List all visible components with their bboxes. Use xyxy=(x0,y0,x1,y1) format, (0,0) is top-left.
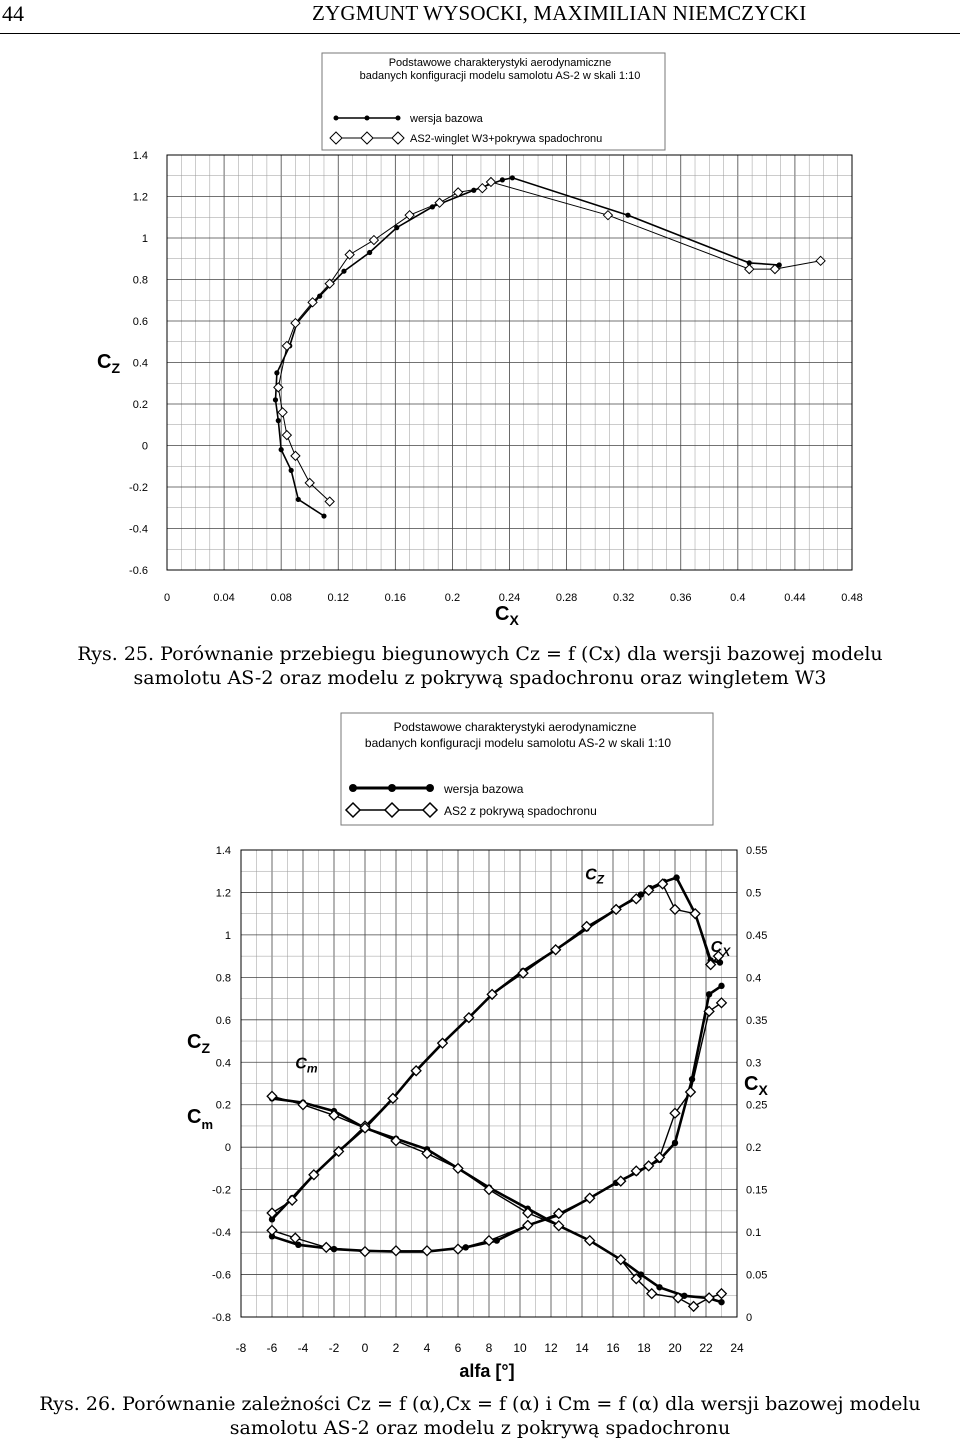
series-cm-parachute xyxy=(267,1091,726,1311)
x-tick-label: 0 xyxy=(163,592,171,604)
x-tick-label: -6 xyxy=(266,1341,278,1355)
y-tick-label: -0.4 xyxy=(129,523,148,536)
y-tick-label: -0.4 xyxy=(212,1227,231,1240)
data-point xyxy=(278,408,287,417)
data-point xyxy=(291,451,300,460)
y-tick-label: 0 xyxy=(141,440,148,453)
chart2-title: Podstawowe charakterystyki aerodynamiczne xyxy=(393,720,637,734)
data-point xyxy=(274,370,279,375)
series-line xyxy=(276,178,780,516)
x-tick-label: 0.4 xyxy=(730,592,746,604)
y-tick-label: 0.6 xyxy=(215,1014,231,1027)
x-tick-label: 18 xyxy=(637,1341,651,1355)
y-axis-label-cm-main: C xyxy=(187,1106,202,1128)
y-tick-label: 0.4 xyxy=(215,1057,231,1070)
y2-tick-label: 0 xyxy=(746,1312,753,1324)
x-tick-label: 10 xyxy=(513,1341,527,1355)
y-axis-label-main: C xyxy=(97,351,112,373)
legend-label-base: wersja bazowa xyxy=(410,113,483,125)
data-point xyxy=(321,513,326,518)
data-point xyxy=(745,265,754,274)
series-cz-parachute xyxy=(267,879,723,1218)
x-tick-label: 0.04 xyxy=(213,592,235,604)
y-axis-label-cm-sub: m xyxy=(201,1117,214,1132)
series-line xyxy=(272,986,722,1252)
data-point xyxy=(523,1220,533,1230)
x-tick-label: 0.12 xyxy=(327,592,349,604)
grid xyxy=(167,155,852,570)
x-tick-label: 20 xyxy=(668,1341,682,1355)
legend2-label-base: wersja bazowa xyxy=(444,782,524,796)
y-tick-label: 0.8 xyxy=(132,274,148,287)
data-point xyxy=(369,236,378,245)
series-line xyxy=(272,1003,722,1252)
data-point xyxy=(289,468,294,473)
data-point xyxy=(296,497,301,502)
x-axis-label-sub: X xyxy=(509,612,519,628)
y-tick-label: 0 xyxy=(224,1142,231,1155)
x-tick-label: 0.32 xyxy=(612,592,635,604)
x-tick-label: 6 xyxy=(454,1341,462,1355)
data-point xyxy=(656,1284,662,1290)
y-tick-label: -0.2 xyxy=(129,482,148,494)
y2-tick-label: 0.1 xyxy=(746,1227,762,1240)
y2-axis-label-cx-sub: X xyxy=(758,1082,768,1098)
figure2-caption-label: Rys. 26. xyxy=(39,1393,117,1415)
x-tick-label: -4 xyxy=(297,1341,309,1355)
page-number: 44 xyxy=(2,1,24,26)
figure1-caption-line2: samolotu AS-2 oraz modelu z pokrywą spadochronu oraz wingletem W3 xyxy=(133,667,827,689)
legend-label-winglet: AS2-winglet W3+pokrywa spadochronu xyxy=(410,133,603,145)
data-point xyxy=(718,1299,724,1305)
x-tick-label: 0.16 xyxy=(384,592,407,604)
data-point xyxy=(717,1289,727,1299)
y-tick-label: 1.2 xyxy=(132,191,148,204)
x-tick-label: 0.28 xyxy=(555,592,578,604)
y-tick-label: 0.8 xyxy=(215,972,231,985)
x-axis-label xyxy=(495,603,519,628)
data-point xyxy=(453,1244,463,1254)
data-point xyxy=(689,1302,699,1312)
x-tick-label: 16 xyxy=(606,1341,620,1355)
legend-box-2 xyxy=(341,713,713,825)
y2-tick-label: 0.55 xyxy=(746,845,768,857)
series-line xyxy=(272,1098,722,1302)
chart-title: Podstawowe charakterystyki aerodynamiczne xyxy=(388,57,612,69)
y2-tick-label: 0.5 xyxy=(746,887,762,900)
x-tick-label: 0.36 xyxy=(670,592,692,604)
y2-tick-label: 0.15 xyxy=(746,1184,768,1197)
y2-tick-label: 0.05 xyxy=(746,1269,768,1282)
data-point xyxy=(672,1140,678,1146)
data-point xyxy=(478,184,487,193)
y-tick-label: -0.6 xyxy=(212,1269,231,1282)
x-tick-label: -8 xyxy=(235,1341,247,1355)
data-point xyxy=(500,177,505,182)
x-tick-label: 4 xyxy=(423,1341,431,1355)
y2-tick-label: 0.45 xyxy=(746,929,768,942)
y-axis-label-cm xyxy=(187,1106,213,1132)
x-tick-label: 12 xyxy=(544,1341,558,1355)
figure1-caption-line1 xyxy=(60,642,900,666)
data-point xyxy=(279,447,284,452)
y-axis-label-sub: Z xyxy=(111,360,121,376)
figure2-caption-text1: Porównanie zależności Cz = f (α),Cx = f (α) i Cm = f (α) dla wersji bazowej modelu xyxy=(122,1393,921,1415)
data-point xyxy=(341,269,346,274)
y2-tick-label: 0.2 xyxy=(746,1142,762,1155)
data-point xyxy=(321,1243,331,1253)
y-tick-label: -0.2 xyxy=(212,1184,231,1197)
y-tick-label: 1 xyxy=(141,233,148,245)
series-cx-parachute xyxy=(267,998,726,1256)
legend2-label-parachute: AS2 z pokrywą spadochronu xyxy=(444,804,597,818)
running-title: ZYGMUNT WYSOCKI, MAXIMILIAN NIEMCZYCKI xyxy=(312,1,807,25)
data-point xyxy=(282,431,291,440)
polar-chart xyxy=(0,0,960,640)
y2-tick-label: 0.25 xyxy=(746,1099,768,1112)
data-point xyxy=(816,256,825,265)
y-tick-label: 0.4 xyxy=(132,357,148,370)
data-point xyxy=(422,1246,432,1256)
y-axis-label-cz xyxy=(187,1031,210,1056)
series-cm-base xyxy=(269,1095,725,1305)
x-axis-label-main: C xyxy=(495,603,510,625)
data-point xyxy=(391,1246,401,1256)
chart-subtitle: badanych konfiguracji modelu samolotu AS-2 w skali 1:10 xyxy=(359,70,641,82)
y-axis-label-cz-main: C xyxy=(187,1031,202,1053)
y-axis-label-cz-sub: Z xyxy=(201,1040,211,1056)
y-tick-label: 1.2 xyxy=(215,887,231,900)
y2-tick-label: 0.4 xyxy=(746,972,762,985)
figure1-caption xyxy=(60,642,900,690)
y-tick-labels xyxy=(129,150,148,577)
series-cx-base xyxy=(269,983,725,1255)
x-tick-labels xyxy=(164,592,863,604)
data-point xyxy=(360,1247,370,1257)
data-point xyxy=(625,213,630,218)
figure2-caption-line2: samolotu AS-2 oraz modelu z pokrywą spadochronu xyxy=(229,1417,731,1439)
x-tick-label: 0.48 xyxy=(841,592,863,604)
curve-label-z: $C_Z$ xyxy=(585,866,605,887)
y-tick-label: 1.4 xyxy=(132,150,148,162)
y-tick-label: 0.2 xyxy=(132,399,148,411)
figure2-caption xyxy=(0,1392,960,1440)
data-point xyxy=(717,998,727,1008)
data-point xyxy=(345,250,354,259)
y-tick-label: 0.2 xyxy=(215,1099,231,1112)
y2-axis-label-cx xyxy=(744,1073,768,1098)
data-point xyxy=(670,1108,680,1118)
data-point xyxy=(273,397,278,402)
data-point xyxy=(267,1226,277,1236)
y-tick-label: 0.6 xyxy=(132,316,148,328)
x-tick-label: 24 xyxy=(730,1341,744,1355)
data-point xyxy=(276,418,281,423)
y-tick-label: -0.8 xyxy=(212,1312,231,1324)
data-point xyxy=(670,905,680,915)
y-tick-labels-left xyxy=(212,845,231,1324)
data-point xyxy=(367,250,372,255)
chart2-subtitle: badanych konfiguracji modelu samolotu AS-2 w skali 1:10 xyxy=(364,736,672,750)
data-point xyxy=(510,175,515,180)
series-base xyxy=(273,175,782,518)
x-tick-label: 0.24 xyxy=(498,592,521,604)
curve-label-x: $C_X$ xyxy=(710,938,731,959)
data-point xyxy=(718,983,724,989)
curve-annotations xyxy=(295,867,731,1076)
legend-box xyxy=(322,53,665,150)
x-tick-label: 22 xyxy=(699,1341,713,1355)
alpha-chart xyxy=(0,700,960,1400)
curve-label-m: $C_m$ xyxy=(295,1055,318,1076)
data-point xyxy=(706,991,712,997)
figure1-caption-label: Rys. 25. xyxy=(77,643,155,665)
x-tick-label: 14 xyxy=(575,1341,589,1355)
y-axis-label xyxy=(97,351,120,376)
y2-tick-label: 0.35 xyxy=(746,1014,768,1027)
figure1-caption-text1: Porównanie przebiegu biegunowych Cz = f (Cx) dla wersji bazowej modelu xyxy=(160,643,883,665)
figure2-caption-line1 xyxy=(0,1392,960,1416)
data-point xyxy=(673,874,679,880)
x-tick-label: 0.2 xyxy=(444,592,461,604)
data-point xyxy=(603,211,612,220)
x-tick-label: 0 xyxy=(361,1341,369,1355)
series-cz-base xyxy=(269,874,723,1222)
y2-axis-label-cx-main: C xyxy=(744,1073,759,1095)
x-tick-label: -2 xyxy=(328,1341,340,1355)
x-tick-label: 8 xyxy=(485,1341,493,1355)
x-tick-labels-2 xyxy=(236,1341,744,1355)
y-tick-label: 1 xyxy=(224,929,231,942)
series-line xyxy=(272,878,720,1220)
x-tick-label: 0.08 xyxy=(270,592,292,604)
series-group xyxy=(273,175,825,518)
x-tick-label: 2 xyxy=(392,1341,400,1355)
y2-tick-label: 0.3 xyxy=(746,1057,762,1070)
y-tick-label: -0.6 xyxy=(129,565,148,577)
x-axis-label-alfa: alfa [°] xyxy=(459,1361,515,1381)
x-tick-label: 0.44 xyxy=(784,592,806,604)
y-tick-label: 1.4 xyxy=(215,845,231,857)
data-point xyxy=(690,909,700,919)
series-group-2 xyxy=(267,874,726,1311)
